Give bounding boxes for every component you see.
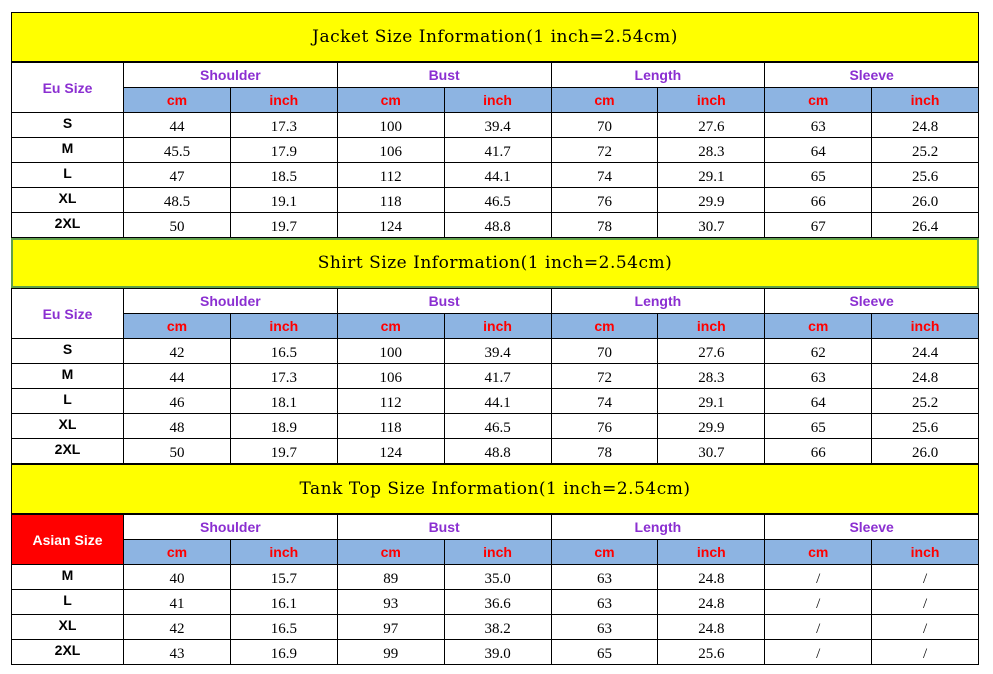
sleeve-cm: 63: [765, 113, 872, 138]
shoulder-inch: 19.7: [230, 439, 337, 464]
shoulder-cm: 50: [124, 213, 231, 238]
shoulder-inch: 17.3: [230, 364, 337, 389]
size-cell: 2XL: [12, 640, 124, 665]
unit-inch: inch: [230, 314, 337, 339]
unit-inch: inch: [658, 540, 765, 565]
section-title: Tank Top Size Information(1 inch=2.54cm): [11, 464, 979, 514]
unit-header-row: [12, 88, 979, 113]
sleeve-cm: /: [765, 640, 872, 665]
size-cell: M: [12, 565, 124, 590]
length-cm: 76: [551, 414, 658, 439]
bust-cm: 118: [337, 188, 444, 213]
unit-cm: cm: [551, 540, 658, 565]
table-row: [12, 389, 979, 414]
shoulder-inch: 16.5: [230, 339, 337, 364]
shoulder-inch: 18.5: [230, 163, 337, 188]
sleeve-inch: /: [872, 640, 979, 665]
group-sleeve: Sleeve: [765, 515, 979, 540]
group-length: Length: [551, 63, 765, 88]
length-inch: 29.9: [658, 188, 765, 213]
length-inch: 27.6: [658, 113, 765, 138]
shoulder-cm: 50: [124, 439, 231, 464]
size-cell: L: [12, 590, 124, 615]
table-row: [12, 163, 979, 188]
length-inch: 24.8: [658, 590, 765, 615]
size-label: Eu Size: [12, 289, 124, 339]
size-cell: L: [12, 389, 124, 414]
sleeve-inch: /: [872, 615, 979, 640]
bust-inch: 39.4: [444, 339, 551, 364]
group-bust: Bust: [337, 515, 551, 540]
shoulder-cm: 42: [124, 339, 231, 364]
sleeve-cm: 62: [765, 339, 872, 364]
unit-inch: inch: [872, 314, 979, 339]
group-header-row: [12, 289, 979, 314]
length-inch: 28.3: [658, 138, 765, 163]
group-shoulder: Shoulder: [124, 289, 338, 314]
size-cell: M: [12, 138, 124, 163]
table-row: [12, 364, 979, 389]
size-table: [11, 514, 979, 665]
bust-cm: 124: [337, 439, 444, 464]
tank-top-section: [11, 464, 979, 665]
table-row: [12, 113, 979, 138]
unit-inch: inch: [658, 88, 765, 113]
length-inch: 24.8: [658, 615, 765, 640]
bust-cm: 112: [337, 389, 444, 414]
shirt-section: [11, 238, 979, 464]
table-row: [12, 213, 979, 238]
shoulder-inch: 15.7: [230, 565, 337, 590]
bust-cm: 97: [337, 615, 444, 640]
length-inch: 27.6: [658, 339, 765, 364]
sleeve-inch: 25.2: [872, 389, 979, 414]
length-inch: 25.6: [658, 640, 765, 665]
bust-inch: 38.2: [444, 615, 551, 640]
length-inch: 30.7: [658, 213, 765, 238]
size-rows: [12, 565, 979, 665]
sleeve-cm: 64: [765, 389, 872, 414]
length-cm: 63: [551, 565, 658, 590]
sleeve-cm: 65: [765, 414, 872, 439]
group-shoulder: Shoulder: [124, 515, 338, 540]
sleeve-inch: 24.4: [872, 339, 979, 364]
unit-inch: inch: [230, 88, 337, 113]
sleeve-inch: /: [872, 590, 979, 615]
sleeve-inch: /: [872, 565, 979, 590]
shoulder-inch: 16.9: [230, 640, 337, 665]
shoulder-cm: 40: [124, 565, 231, 590]
sleeve-inch: 24.8: [872, 364, 979, 389]
group-header-row: [12, 515, 979, 540]
unit-cm: cm: [765, 314, 872, 339]
group-header-row: [12, 63, 979, 88]
size-label: Asian Size: [12, 515, 124, 565]
bust-inch: 44.1: [444, 389, 551, 414]
unit-cm: cm: [124, 540, 231, 565]
shoulder-inch: 16.5: [230, 615, 337, 640]
bust-cm: 106: [337, 138, 444, 163]
sleeve-cm: 64: [765, 138, 872, 163]
table-row: [12, 188, 979, 213]
shoulder-inch: 19.7: [230, 213, 337, 238]
size-rows: [12, 113, 979, 238]
length-inch: 28.3: [658, 364, 765, 389]
table-row: [12, 640, 979, 665]
sleeve-cm: 63: [765, 364, 872, 389]
unit-header-row: [12, 314, 979, 339]
bust-inch: 44.1: [444, 163, 551, 188]
unit-cm: cm: [765, 540, 872, 565]
size-label: Eu Size: [12, 63, 124, 113]
shoulder-cm: 48: [124, 414, 231, 439]
shoulder-inch: 17.9: [230, 138, 337, 163]
shoulder-cm: 44: [124, 113, 231, 138]
group-bust: Bust: [337, 289, 551, 314]
size-table: [11, 62, 979, 238]
size-cell: XL: [12, 414, 124, 439]
unit-cm: cm: [551, 88, 658, 113]
shoulder-inch: 18.1: [230, 389, 337, 414]
length-inch: 29.1: [658, 389, 765, 414]
length-cm: 70: [551, 339, 658, 364]
shoulder-cm: 46: [124, 389, 231, 414]
sleeve-inch: 26.4: [872, 213, 979, 238]
length-cm: 63: [551, 590, 658, 615]
size-chart: [11, 12, 979, 665]
unit-inch: inch: [872, 540, 979, 565]
sleeve-cm: /: [765, 565, 872, 590]
size-cell: S: [12, 113, 124, 138]
unit-inch: inch: [444, 88, 551, 113]
size-cell: S: [12, 339, 124, 364]
group-shoulder: Shoulder: [124, 63, 338, 88]
table-row: [12, 138, 979, 163]
size-rows: [12, 339, 979, 464]
shoulder-cm: 43: [124, 640, 231, 665]
length-cm: 76: [551, 188, 658, 213]
length-inch: 29.1: [658, 163, 765, 188]
bust-inch: 41.7: [444, 138, 551, 163]
bust-inch: 48.8: [444, 439, 551, 464]
size-cell: 2XL: [12, 439, 124, 464]
group-length: Length: [551, 515, 765, 540]
group-bust: Bust: [337, 63, 551, 88]
table-row: [12, 565, 979, 590]
bust-inch: 46.5: [444, 414, 551, 439]
size-cell: XL: [12, 615, 124, 640]
sleeve-inch: 26.0: [872, 188, 979, 213]
shoulder-cm: 47: [124, 163, 231, 188]
bust-inch: 41.7: [444, 364, 551, 389]
table-row: [12, 414, 979, 439]
bust-inch: 48.8: [444, 213, 551, 238]
sleeve-inch: 25.2: [872, 138, 979, 163]
length-inch: 30.7: [658, 439, 765, 464]
shoulder-cm: 45.5: [124, 138, 231, 163]
unit-inch: inch: [230, 540, 337, 565]
length-cm: 78: [551, 439, 658, 464]
shoulder-inch: 17.3: [230, 113, 337, 138]
shoulder-cm: 44: [124, 364, 231, 389]
bust-inch: 36.6: [444, 590, 551, 615]
bust-cm: 112: [337, 163, 444, 188]
table-row: [12, 615, 979, 640]
bust-inch: 35.0: [444, 565, 551, 590]
unit-cm: cm: [124, 314, 231, 339]
size-cell: XL: [12, 188, 124, 213]
section-title: Shirt Size Information(1 inch=2.54cm): [11, 238, 979, 288]
bust-inch: 39.0: [444, 640, 551, 665]
shoulder-cm: 42: [124, 615, 231, 640]
unit-cm: cm: [337, 540, 444, 565]
sleeve-inch: 25.6: [872, 414, 979, 439]
length-cm: 78: [551, 213, 658, 238]
length-cm: 72: [551, 364, 658, 389]
unit-header-row: [12, 540, 979, 565]
sleeve-cm: /: [765, 590, 872, 615]
shoulder-cm: 48.5: [124, 188, 231, 213]
size-table: [11, 288, 979, 464]
group-sleeve: Sleeve: [765, 289, 979, 314]
shoulder-inch: 19.1: [230, 188, 337, 213]
unit-cm: cm: [551, 314, 658, 339]
length-cm: 65: [551, 640, 658, 665]
unit-inch: inch: [444, 314, 551, 339]
sleeve-cm: 67: [765, 213, 872, 238]
sleeve-inch: 26.0: [872, 439, 979, 464]
length-cm: 74: [551, 389, 658, 414]
unit-inch: inch: [872, 88, 979, 113]
length-inch: 24.8: [658, 565, 765, 590]
unit-inch: inch: [444, 540, 551, 565]
unit-cm: cm: [337, 88, 444, 113]
table-row: [12, 339, 979, 364]
bust-inch: 46.5: [444, 188, 551, 213]
sleeve-inch: 24.8: [872, 113, 979, 138]
jacket-section: [11, 12, 979, 238]
sleeve-cm: 65: [765, 163, 872, 188]
unit-cm: cm: [124, 88, 231, 113]
unit-cm: cm: [765, 88, 872, 113]
shoulder-inch: 18.9: [230, 414, 337, 439]
table-row: [12, 439, 979, 464]
length-cm: 70: [551, 113, 658, 138]
sleeve-cm: 66: [765, 439, 872, 464]
group-length: Length: [551, 289, 765, 314]
length-inch: 29.9: [658, 414, 765, 439]
bust-cm: 124: [337, 213, 444, 238]
sleeve-cm: /: [765, 615, 872, 640]
bust-cm: 93: [337, 590, 444, 615]
bust-cm: 118: [337, 414, 444, 439]
length-cm: 74: [551, 163, 658, 188]
length-cm: 63: [551, 615, 658, 640]
size-cell: 2XL: [12, 213, 124, 238]
unit-inch: inch: [658, 314, 765, 339]
shoulder-inch: 16.1: [230, 590, 337, 615]
table-row: [12, 590, 979, 615]
size-cell: M: [12, 364, 124, 389]
sleeve-inch: 25.6: [872, 163, 979, 188]
shoulder-cm: 41: [124, 590, 231, 615]
bust-cm: 99: [337, 640, 444, 665]
size-cell: L: [12, 163, 124, 188]
bust-cm: 106: [337, 364, 444, 389]
bust-cm: 89: [337, 565, 444, 590]
length-cm: 72: [551, 138, 658, 163]
bust-cm: 100: [337, 339, 444, 364]
sleeve-cm: 66: [765, 188, 872, 213]
bust-cm: 100: [337, 113, 444, 138]
unit-cm: cm: [337, 314, 444, 339]
group-sleeve: Sleeve: [765, 63, 979, 88]
section-title: Jacket Size Information(1 inch=2.54cm): [11, 12, 979, 62]
bust-inch: 39.4: [444, 113, 551, 138]
